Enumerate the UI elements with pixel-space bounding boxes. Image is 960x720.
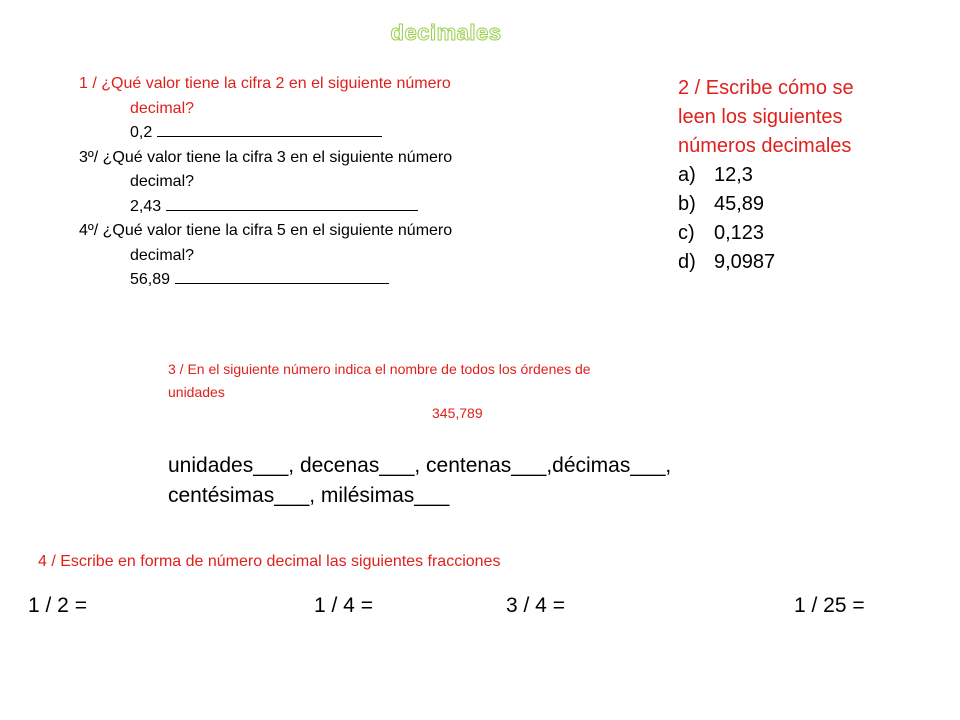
question-1c-answer <box>79 268 452 293</box>
question-1b-line2: decimal? <box>130 173 195 190</box>
fraction-1: 1 / 2 = <box>28 594 87 617</box>
option-a <box>678 161 854 190</box>
question-1c-number: 56,89 <box>130 271 171 288</box>
fraction-2: 1 / 4 = <box>314 594 373 617</box>
option-c <box>678 219 854 248</box>
question-1b-number: 2,43 <box>130 197 162 215</box>
question-1b-line1: 3º/ ¿Qué valor tiene la cifra 3 en el siguiente número <box>79 148 453 166</box>
option-letter: a) <box>678 164 696 186</box>
option-value: 12,3 <box>714 164 753 186</box>
question-3-answer-line2[interactable]: centésimas___, milésimas___ <box>168 484 450 507</box>
question-1a-number: 0,2 <box>130 124 153 141</box>
question-3-line2: unidades <box>168 384 225 400</box>
option-value: 0,123 <box>714 222 765 244</box>
page-title: decimales <box>390 20 502 45</box>
answer-blank-1c[interactable] <box>175 269 389 284</box>
question-1-block <box>79 72 452 293</box>
option-d <box>678 248 854 277</box>
question-1a-line2: decimal? <box>130 99 195 117</box>
question-2-block <box>678 74 854 277</box>
question-2-line1: 2 / Escribe cómo se <box>678 77 854 99</box>
question-4-prompt: 4 / Escribe en forma de número decimal las siguientes fracciones <box>38 553 501 570</box>
question-2-line2: leen los siguientes <box>678 106 843 128</box>
question-3-line1: 3 / En el siguiente número indica el nombre de todos los órdenes de <box>168 361 591 377</box>
question-1b-answer <box>79 195 452 220</box>
question-3-answer-line1[interactable]: unidades___, decenas___, centenas___,décimas___, <box>168 454 672 477</box>
question-1a-answer <box>79 121 452 146</box>
option-letter: d) <box>678 251 696 273</box>
option-b <box>678 190 854 219</box>
fraction-3: 3 / 4 = <box>506 594 565 617</box>
question-3-number: 345,789 <box>432 405 483 421</box>
question-1c-line2: decimal? <box>130 246 195 264</box>
question-2-line3: números decimales <box>678 135 852 157</box>
option-letter: c) <box>678 222 695 244</box>
answer-blank-1a[interactable] <box>157 122 382 137</box>
question-1a-line1: 1 / ¿Qué valor tiene la cifra 2 en el siguiente número <box>79 75 451 92</box>
fraction-4: 1 / 25 = <box>794 594 865 617</box>
option-value: 9,0987 <box>714 251 776 273</box>
answer-blank-1b[interactable] <box>166 196 418 211</box>
option-letter: b) <box>678 193 696 215</box>
question-1c-line1: 4º/ ¿Qué valor tiene la cifra 5 en el siguiente número <box>79 222 453 239</box>
option-value: 45,89 <box>714 193 765 215</box>
